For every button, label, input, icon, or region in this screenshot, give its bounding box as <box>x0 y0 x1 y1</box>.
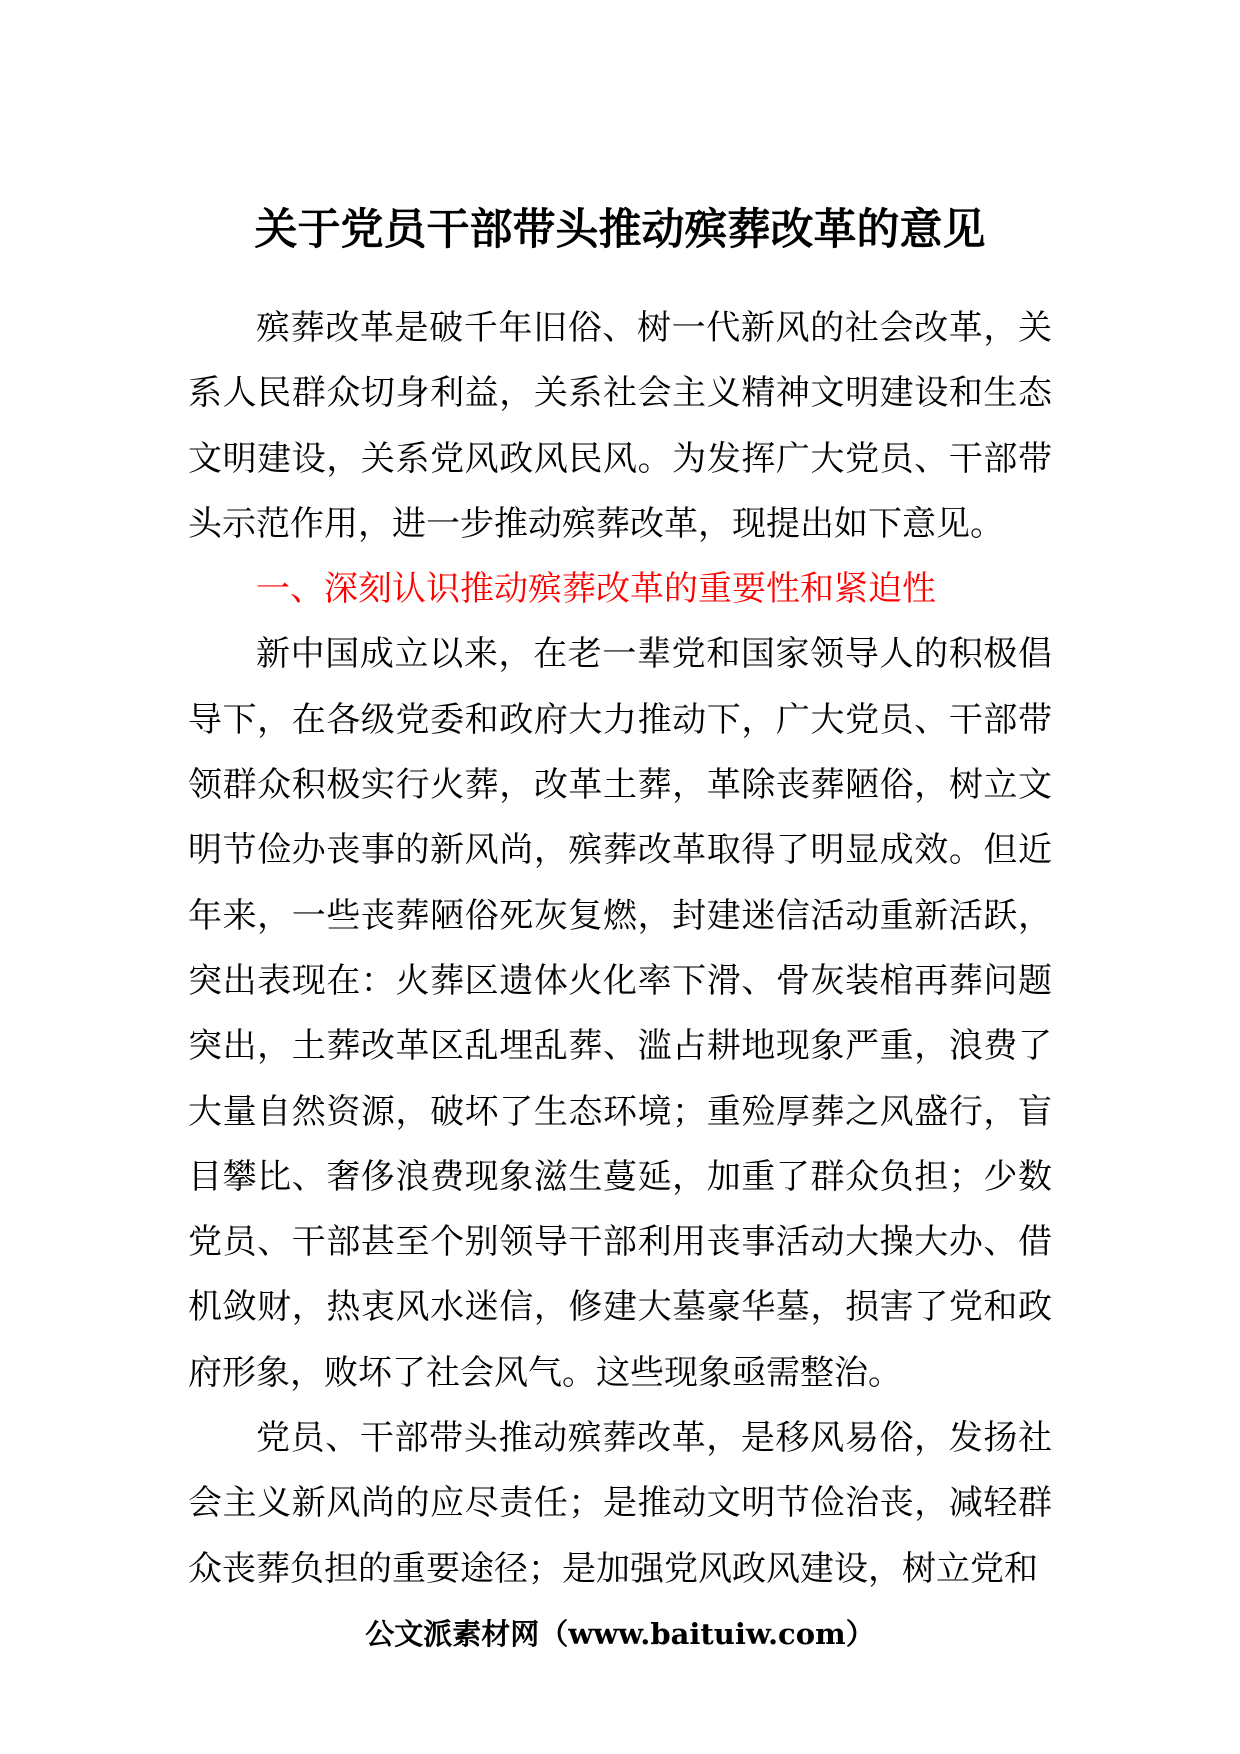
paragraph-section-1: 新中国成立以来，在老一辈党和国家领导人的积极倡导下，在各级党委和政府大力推动下，广大党员、干部带领群众积极实行火葬，改革土葬，革除丧葬陋俗，树立文明节俭办丧事的新风尚，殡葬改革取得了明显成效。但近年来，一些丧葬陋俗死灰复燃，封建迷信活动重新活跃，突出表现在：火葬区遗体火化率下滑、骨灰装棺再葬问题突出，土葬改革区乱埋乱葬、滥占耕地现象严重，浪费了大量自然资源，破坏了生态环境；重殓厚葬之风盛行，盲目攀比、奢侈浪费现象滋生蔓延，加重了群众负担；少数党员、干部甚至个别领导干部利用丧事活动大操大办、借机敛财，热衷风水迷信，修建大墓豪华墓，损害了党和政府形象，败坏了社会风气。这些现象亟需整治。 <box>188 634 1052 1393</box>
paragraph-party-members: 党员、干部带头推动殡葬改革，是移风易俗，发扬社会主义新风尚的应尽责任；是推动文明节俭治丧，减轻群众丧葬负担的重要途径；是加强党风政风建设，树立党和 <box>188 1418 1052 1589</box>
section-heading-1: 一、深刻认识推动殡葬改革的重要性和紧迫性 <box>256 569 936 610</box>
document-title: 关于党员干部带头推动殡葬改革的意见 <box>254 205 986 255</box>
document-body <box>188 296 1052 1602</box>
paragraph-intro: 殡葬改革是破千年旧俗、树一代新风的社会改革，关系人民群众切身利益，关系社会主义精神文明建设和生态文明建设，关系党风政风民风。为发挥广大党员、干部带头示范作用，进一步推动殡葬改革，现提出如下意见。 <box>188 308 1052 544</box>
footer-watermark: 公文派素材网（www.baituiw.com） <box>365 1617 875 1651</box>
